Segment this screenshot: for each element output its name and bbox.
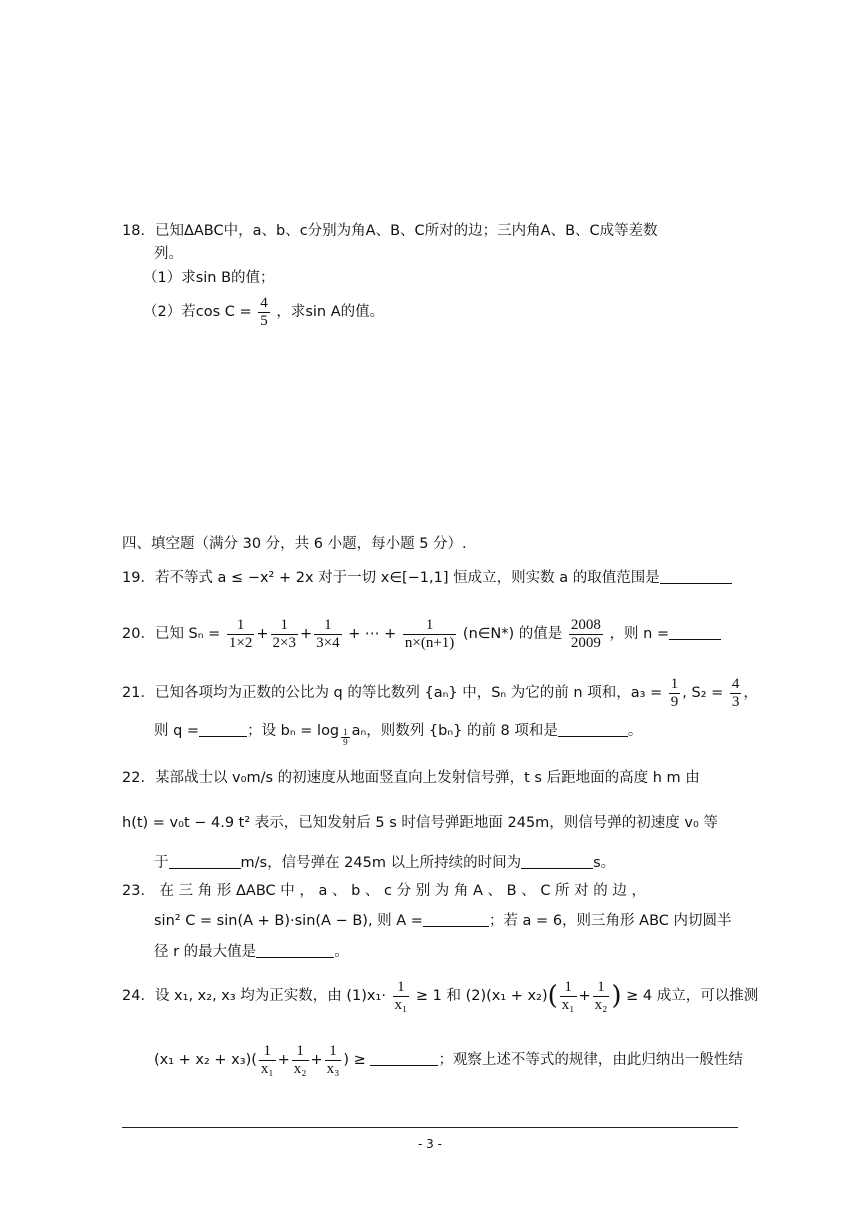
frac-den: x₃ bbox=[326, 1060, 340, 1077]
q20-post: ，则 n = bbox=[609, 626, 670, 642]
question-21-line-2 bbox=[154, 716, 642, 747]
frac-den: 3×4 bbox=[316, 634, 340, 651]
q21-line2-b: ；设 bₙ = log bbox=[247, 723, 340, 739]
q21-s2-frac bbox=[730, 676, 742, 711]
q24-f3 bbox=[593, 979, 610, 1014]
q18-intro-cont: 列。 bbox=[154, 246, 183, 262]
q24-g2 bbox=[292, 1043, 309, 1078]
frac-den: 2×3 bbox=[272, 634, 297, 651]
q22-velocity-blank[interactable] bbox=[169, 852, 241, 869]
q24-line1-b: ≥ 1 和 (2)(x₁ + x₂) bbox=[415, 988, 548, 1004]
frac-num: 1 bbox=[271, 617, 298, 635]
q24-g3 bbox=[325, 1043, 342, 1078]
q20-term-3 bbox=[314, 617, 341, 652]
q18-part2-post: ，求sin A的值。 bbox=[276, 304, 385, 320]
question-23-line-3 bbox=[154, 941, 349, 963]
frac-num: 1 bbox=[325, 1043, 342, 1061]
q21-line2-end: 。 bbox=[627, 723, 643, 739]
frac-num: 1 bbox=[670, 675, 679, 692]
q18-part2 bbox=[143, 292, 384, 332]
q24-line2-a: (x₁ + x₂ + x₃)( bbox=[154, 1052, 257, 1068]
frac-num: 1 bbox=[403, 617, 456, 635]
q24-paren-open: ( bbox=[547, 981, 558, 1011]
question-24-line-1: 24．设 x₁, x₂, x₃ 均为正实数，由 (1)x₁· $\frac{1}{\text{x₁}}$ ≥ 1 和 (2)(x₁ + x₂)( $\frac{1}{\text{x₁}}$ + $\frac{1}{\text{x₂}}$ ) ≥ 4 成立，可以推测 bbox=[122, 978, 759, 1013]
frac-den: 9 bbox=[343, 737, 348, 747]
q24-line2-b: ) ≥ bbox=[343, 1052, 366, 1068]
footer-rule bbox=[122, 1127, 738, 1128]
q21-log-base bbox=[341, 728, 350, 747]
frac-num: 4 bbox=[731, 675, 740, 692]
question-23-line-2 bbox=[154, 910, 732, 932]
q20-term-2 bbox=[271, 617, 298, 652]
frac-num: 1 bbox=[560, 979, 577, 997]
question-23-line-1: 23． 在 三 角 形 ΔABC 中 ， a 、 b 、 c 分 别 为 角 A 、 B 、 C 所 对 的 边 ， bbox=[122, 883, 646, 899]
frac-num: 1 bbox=[343, 727, 348, 737]
q20-pre: 20．已知 Sₙ = bbox=[122, 626, 221, 642]
q23-line2-a: sin² C = sin(A + B)·sin(A − B), 则 A = bbox=[154, 913, 423, 929]
q18-intro: 18．已知ΔABC中，a、b、c分别为角A、B、C所对的边；三内角A、B、C成等差数 bbox=[122, 223, 658, 239]
frac-num: 1 bbox=[393, 979, 410, 997]
question-24-line-2: (x₁ + x₂ + x₃)( $\frac{1}{\text{x₁}}$ + $\frac{1}{\text{x₂}}$ + $\frac{1}{\text{x₃}}$ ) ≥ ；观察上述不等式的规律，由此归纳出一般性结 bbox=[154, 1042, 743, 1077]
q24-f1 bbox=[393, 979, 410, 1014]
frac-num: 2008 bbox=[570, 616, 601, 633]
q21-sum-blank[interactable] bbox=[558, 720, 628, 737]
q21-a3-frac bbox=[669, 676, 681, 711]
question-22-line-2: h(t) = v₀t − 4.9 t² 表示，已知发射后 5 s 时信号弹距地面 245m，则信号弹的初速度 v₀ 等 bbox=[122, 815, 718, 831]
question-19 bbox=[122, 567, 732, 589]
frac-den: x₁ bbox=[394, 996, 408, 1013]
q24-line2-c: ；观察上述不等式的规律，由此归纳出一般性结 bbox=[438, 1052, 743, 1068]
q21-line1: 21．已知各项均为正数的公比为 q 的等比数列 {aₙ} 中，Sₙ 为它的前 n 项和，a₃ = bbox=[122, 685, 663, 701]
q20-condition: (n∈N*) 的值是 bbox=[462, 626, 563, 642]
q18-fraction bbox=[258, 295, 270, 330]
q19-text: 19．若不等式 a ≤ −x² + 2x 对于一切 x∈[−1,1] 恒成立，则实数 a 的取值范围是 bbox=[122, 570, 660, 586]
q24-f2 bbox=[560, 979, 577, 1014]
q20-dots: + ⋯ + bbox=[348, 626, 397, 642]
q20-term-n bbox=[403, 617, 456, 652]
q21-line2-a: 则 q = bbox=[154, 723, 200, 739]
frac-num: 1 bbox=[227, 617, 254, 635]
q22-line3-c: s。 bbox=[593, 855, 616, 871]
frac-num: 1 bbox=[314, 617, 341, 635]
q23-radius-blank[interactable] bbox=[256, 941, 334, 958]
question-22-line-3 bbox=[154, 852, 615, 874]
q24-line1-a: 24．设 x₁, x₂, x₃ 均为正实数，由 (1)x₁· bbox=[122, 988, 386, 1004]
frac-den: x₂ bbox=[594, 996, 608, 1013]
frac-den: n×(n+1) bbox=[404, 634, 455, 651]
question-20: 20．已知 Sₙ = $\frac{1}{1\times 2}$ + $\frac{1}{2\times 3}$ + $\frac{1}{3\times 4}$ + ⋯ + $\frac{1}{n\times(n+1)}$ (n∈N*) 的值是 $\frac{2008}{2009}$ ，则 n = bbox=[122, 612, 721, 656]
q22-line3-a: 于 bbox=[154, 855, 169, 871]
frac-den: 5 bbox=[260, 312, 268, 329]
frac-den: 1×2 bbox=[228, 634, 253, 651]
q18-part1: （1）求sin B的值； bbox=[143, 270, 275, 286]
q20-value bbox=[569, 617, 603, 652]
frac-den: x₂ bbox=[293, 1060, 307, 1077]
q21-s2: , S₂ = bbox=[682, 685, 724, 701]
q23-line3-b: 。 bbox=[334, 944, 349, 960]
frac-num: 1 bbox=[593, 979, 610, 997]
q24-answer-blank[interactable] bbox=[370, 1049, 438, 1066]
q24-line1-c: ≥ 4 成立，可以推测 bbox=[626, 988, 759, 1004]
q24-paren-close: ) bbox=[611, 981, 622, 1011]
page-number: - 3 - bbox=[418, 1137, 442, 1151]
q22-time-blank[interactable] bbox=[521, 852, 593, 869]
q21-line2-c: aₙ，则数列 {bₙ} 的前 8 项和是 bbox=[351, 723, 558, 739]
section-4-header: 四、填空题（满分 30 分，共 6 小题，每小题 5 分）. bbox=[122, 536, 467, 552]
question-22-line-1: 22．某部战士以 v₀m/s 的初速度从地面竖直向上发射信号弹，t s 后距地面的高度 h m 由 bbox=[122, 770, 700, 786]
frac-num: 1 bbox=[259, 1043, 276, 1061]
q18-part2-pre: （2）若cos C = bbox=[143, 304, 252, 320]
frac-num: 4 bbox=[260, 294, 268, 311]
q22-line3-b: m/s，信号弹在 245m 以上所持续的时间为 bbox=[240, 855, 522, 871]
q20-term-1 bbox=[227, 617, 254, 652]
frac-den: x₁ bbox=[260, 1060, 274, 1077]
frac-den: 2009 bbox=[570, 634, 601, 651]
q24-g1 bbox=[259, 1043, 276, 1078]
q23-angle-blank[interactable] bbox=[423, 910, 489, 927]
q19-answer-blank[interactable] bbox=[660, 567, 732, 584]
frac-den: x₁ bbox=[561, 996, 575, 1013]
frac-num: 1 bbox=[292, 1043, 309, 1061]
frac-den: 3 bbox=[731, 693, 740, 710]
question-21-line-1: 21．已知各项均为正数的公比为 q 的等比数列 {aₙ} 中，Sₙ 为它的前 n 项和，a₃ = $\frac{1}{9}$ , S₂ = $\frac{4}{3}$ ， bbox=[122, 675, 758, 710]
q20-answer-blank[interactable] bbox=[669, 623, 721, 640]
frac-den: 9 bbox=[670, 693, 679, 710]
q23-line2-b: ；若 a = 6，则三角形 ABC 内切圆半 bbox=[488, 913, 732, 929]
q21-q-blank[interactable] bbox=[199, 720, 247, 737]
q23-line3-a: 径 r 的最大值是 bbox=[154, 944, 257, 960]
